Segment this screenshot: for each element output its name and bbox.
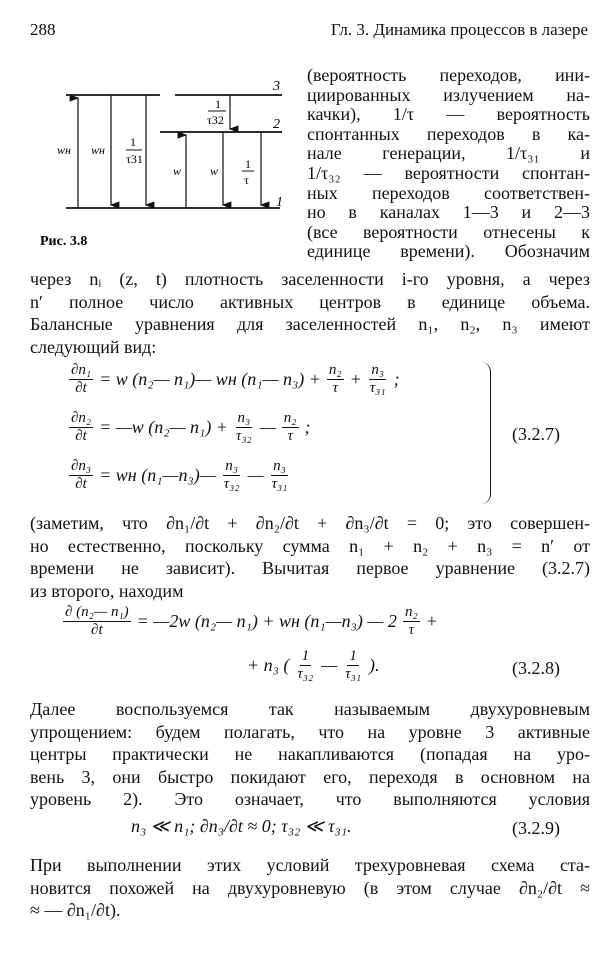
fraction	[222, 458, 242, 493]
numerator: ∂n₃	[71, 458, 92, 474]
running-title: Гл. 3. Динамика процессов в лазере	[330, 20, 588, 39]
text-line: нале генерации, 1/τ₃₁ и	[307, 143, 590, 164]
denominator: ∂t	[75, 380, 87, 396]
figure-caption: Рис. 3.8	[40, 234, 88, 249]
text-line: но естественно, поскольку сумма n₁ + n₂ + n₃ = n′ от	[30, 535, 590, 556]
condition-equation	[128, 816, 355, 837]
numerator: n₃	[225, 458, 239, 474]
denominator: τ₃₁	[369, 380, 386, 396]
fraction	[368, 362, 388, 397]
denominator: τ	[332, 380, 338, 396]
level-label-1: 1	[276, 195, 283, 210]
balance-equation-1	[66, 362, 403, 397]
denominator: τ₃₂	[235, 428, 252, 444]
equation-term: = w (n₂— n₁)— wн (n₁— n₃) +	[99, 369, 321, 389]
numerator: 1	[301, 648, 310, 664]
numerator: n₂	[328, 362, 342, 378]
text-line: но в каналах 1—3 и 2—3	[307, 202, 590, 223]
text-line: ≈ — ∂n₁/∂t).	[30, 900, 121, 920]
numerator: n₃	[237, 410, 251, 426]
text-line: Балансные уравнения для заселенностей n₁, n₂, n₃ имеют	[30, 314, 590, 334]
label-tau-num: 1	[245, 157, 251, 171]
fraction	[69, 362, 93, 397]
equation-term: + n₃ (	[247, 655, 290, 675]
text-line: (заметим, что ∂n₁/∂t + ∂n₂/∂t + ∂n₃/∂t = 0; это совершен-	[30, 513, 590, 533]
text-line: центры практически не накапливаются (попадая на уро-	[30, 744, 590, 764]
balance-equation-2	[66, 410, 314, 445]
text-line: ных переходов соответствен-	[307, 182, 590, 203]
text-line: следующий вид:	[30, 336, 157, 357]
fraction	[69, 410, 93, 445]
text-line: (все вероятности отнесены к	[307, 221, 590, 242]
difference-equation-row-1	[60, 604, 441, 639]
label-tau31-num: 1	[130, 135, 136, 149]
fraction	[69, 458, 93, 493]
text-line: n′ полное число активных центров в единице объема.	[30, 291, 590, 312]
level-label-3: 3	[273, 79, 280, 94]
label-tau32-den: τ32	[207, 113, 224, 127]
text-line: циированных излучением на-	[307, 84, 590, 105]
text-line: из второго, находим	[30, 580, 184, 601]
label-w-up: w	[173, 164, 182, 178]
fraction	[403, 604, 420, 639]
equation-term: +	[349, 369, 362, 389]
text-line: времени не зависит). Вычитая первое уравнение (3.2.7)	[30, 558, 590, 578]
denominator: τ	[287, 428, 293, 444]
denominator: τ₃₁	[271, 476, 288, 492]
equation-term: —	[321, 655, 338, 675]
text-line: упрощением: будем полагать, что на уровне 3 активные	[30, 721, 590, 742]
level-label-2: 2	[273, 117, 280, 132]
equation-number: (3.2.8)	[512, 658, 560, 678]
numerator: ∂ (n₂— n₁)	[65, 604, 129, 620]
text-line: 1/τ₃₂ — вероятности спонтан-	[307, 163, 590, 183]
equation-term: n₃ ≪ n₁; ∂n₃/∂t ≈ 0; τ₃₂ ≪ τ₃₁.	[131, 816, 352, 836]
text-line: новится похожей на двухуровневую (в этом случае ∂n₂/∂t ≈	[30, 877, 590, 898]
text-line: При выполнении этих условий трехуровневая схема ста-	[30, 855, 590, 875]
text-line: через nᵢ (z, t) плотность заселенности i-го уровня, а через	[30, 269, 590, 289]
equation-term: = —2w (n₂— n₁) + wн (n₁—n₃) — 2	[136, 611, 397, 631]
label-tau-den: τ	[244, 173, 249, 187]
numerator: n₂	[283, 410, 297, 426]
numerator: n₃	[371, 362, 385, 378]
text-line: единице времени). Обозначим	[307, 241, 590, 262]
fraction	[327, 362, 344, 397]
difference-equation-row-2	[244, 648, 383, 683]
balance-equation-3	[66, 458, 292, 493]
text-line: качки), 1/τ — вероятность	[307, 104, 590, 125]
label-wn-down: wн	[91, 143, 105, 157]
denominator: τ₃₁	[345, 666, 362, 682]
fraction	[270, 458, 290, 493]
numerator: ∂n₁	[71, 362, 92, 378]
text-line: вень 3, они быстро покидают его, переходя в основном на	[30, 766, 590, 787]
equation-term: = —w (n₂— n₁) +	[99, 417, 228, 437]
denominator: τ₃₂	[297, 666, 314, 682]
denominator: ∂t	[91, 622, 103, 638]
energy-level-diagram	[0, 60, 300, 260]
text-line: уровень 2). Это означает, что выполняются условия	[30, 789, 590, 809]
label-tau32-num: 1	[215, 97, 221, 111]
equation-number: (3.2.9)	[512, 818, 560, 838]
numerator: ∂n₂	[71, 410, 92, 426]
text-line: (вероятность переходов, ини-	[307, 65, 590, 85]
equation-term: ).	[369, 655, 380, 675]
denominator: τ₃₂	[223, 476, 240, 492]
page-number: 288	[30, 20, 56, 39]
label-wn-up: wн	[57, 143, 71, 157]
denominator: ∂t	[75, 476, 87, 492]
equation-term: —	[259, 417, 276, 437]
equation-term: ;	[393, 369, 400, 389]
numerator: 1	[349, 648, 357, 664]
fraction	[343, 648, 363, 683]
equation-term: = wн (n₁—n₃)—	[99, 465, 216, 485]
equation-term: ;	[304, 417, 311, 437]
denominator: ∂t	[75, 428, 87, 444]
label-w-down: w	[210, 164, 219, 178]
numerator: n₂	[404, 604, 418, 620]
text-line: Далее воспользуемся так называемым двухуровневым	[30, 699, 590, 719]
fraction	[282, 410, 299, 445]
denominator: τ	[408, 622, 414, 638]
equation-number: (3.2.7)	[512, 424, 560, 444]
fraction	[295, 648, 315, 683]
fraction	[63, 604, 131, 639]
text-line: спонтанных переходов в ка-	[307, 123, 590, 144]
brace	[480, 362, 491, 504]
equation-term: +	[425, 611, 438, 631]
fraction	[234, 410, 254, 445]
numerator: n₃	[273, 458, 286, 474]
equation-term: —	[247, 465, 264, 485]
label-tau31-den: τ31	[126, 152, 143, 166]
